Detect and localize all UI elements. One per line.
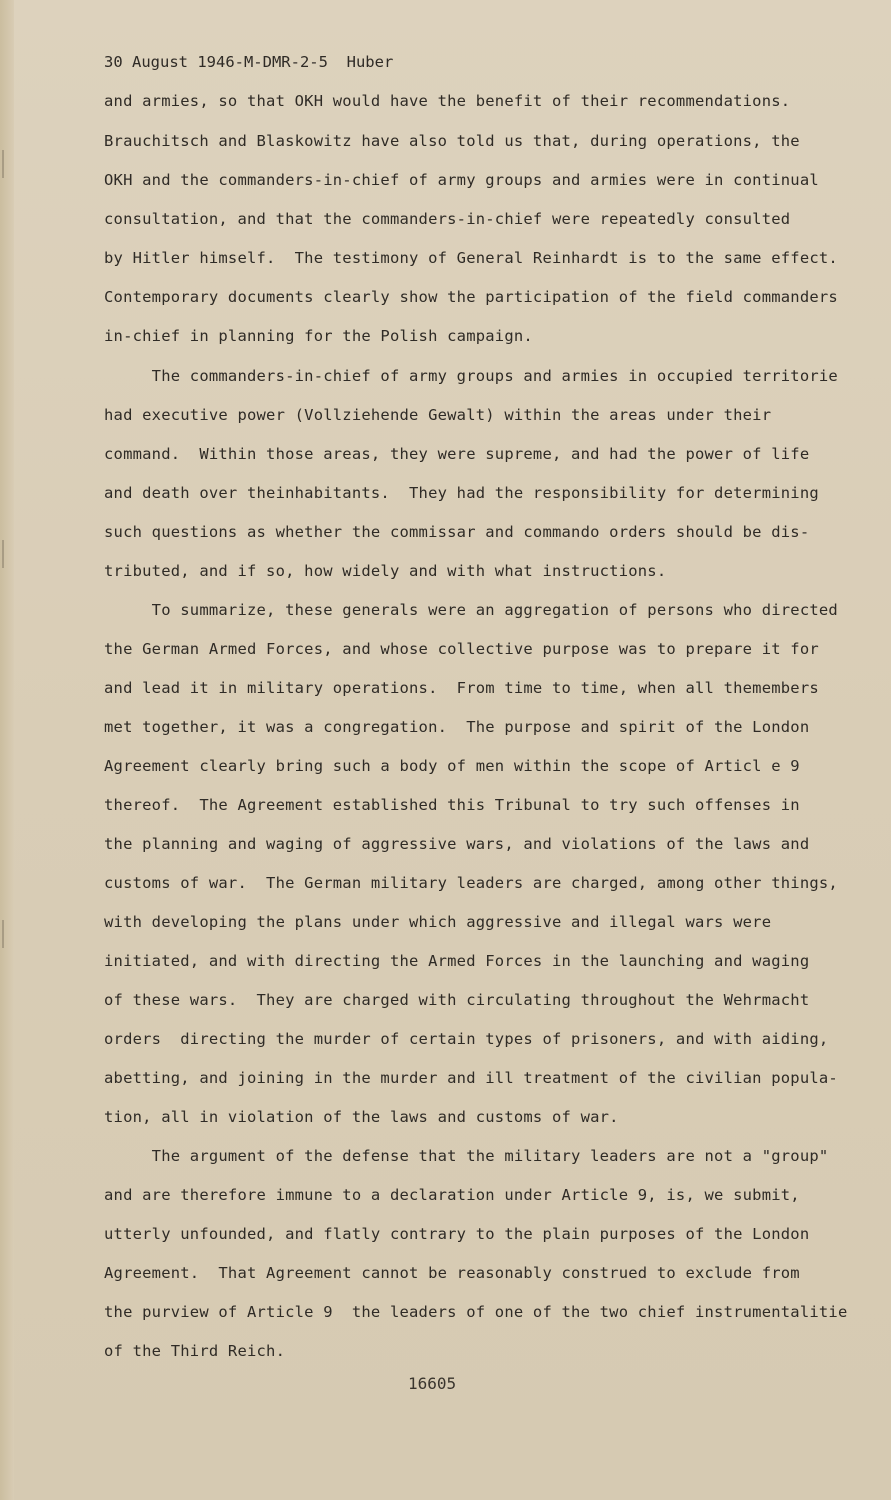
margin-mark (2, 540, 4, 568)
text-line: the planning and waging of aggressive wars, and violations of the laws and (104, 835, 810, 853)
text-line: met together, it was a congregation. The purpose and spirit of the London (104, 718, 810, 736)
text-line: such questions as whether the commissar and commando orders should be dis- (104, 523, 810, 541)
document-header: 30 August 1946-M-DMR-2-5 Huber (104, 53, 394, 71)
text-line: tion, all in violation of the laws and customs of war. (104, 1108, 619, 1126)
margin-mark (2, 150, 4, 178)
text-line: abetting, and joining in the murder and ill treatment of the civilian popula- (104, 1069, 838, 1087)
page-number: 16605 (408, 1374, 457, 1393)
margin-mark (2, 920, 4, 948)
text-line: the German Armed Forces, and whose collective purpose was to prepare it for (104, 640, 819, 658)
text-line: consultation, and that the commanders-in-chief were repeatedly consulted (104, 210, 791, 228)
text-line: had executive power (Vollziehende Gewalt) within the areas under their (104, 406, 772, 424)
text-line: and death over theinhabitants. They had the responsibility for determining (104, 484, 819, 502)
text-line: of these wars. They are charged with circulating throughout the Wehrmacht (104, 991, 810, 1009)
text-line: initiated, and with directing the Armed Forces in the launching and waging (104, 952, 810, 970)
text-line: The commanders-in-chief of army groups and armies in occupied territorie (104, 367, 838, 385)
text-line: orders directing the murder of certain types of prisoners, and with aiding, (104, 1030, 829, 1048)
text-line: Contemporary documents clearly show the participation of the field commanders (104, 288, 838, 306)
text-line: To summarize, these generals were an aggregation of persons who directed (104, 601, 838, 619)
text-line: thereof. The Agreement established this Tribunal to try such offenses in (104, 796, 800, 814)
text-line: Agreement clearly bring such a body of men within the scope of Articl e 9 (104, 757, 800, 775)
text-line: and are therefore immune to a declaration under Article 9, is, we submit, (104, 1186, 800, 1204)
text-line: The argument of the defense that the military leaders are not a "group" (104, 1147, 829, 1165)
text-line: with developing the plans under which aggressive and illegal wars were (104, 913, 772, 931)
text-line: of the Third Reich. (104, 1342, 286, 1360)
text-line: and lead it in military operations. From time to time, when all themembers (104, 679, 819, 697)
text-line: tributed, and if so, how widely and with what instructions. (104, 562, 667, 580)
text-line: by Hitler himself. The testimony of General Reinhardt is to the same effect. (104, 249, 838, 267)
text-line: the purview of Article 9 the leaders of one of the two chief instrumentalitie (104, 1303, 848, 1321)
text-line: in-chief in planning for the Polish campaign. (104, 327, 533, 345)
text-line: command. Within those areas, they were supreme, and had the power of life (104, 445, 810, 463)
page-left-edge (0, 0, 14, 1500)
text-line: Brauchitsch and Blaskowitz have also told us that, during operations, the (104, 132, 800, 150)
text-line: utterly unfounded, and flatly contrary to the plain purposes of the London (104, 1225, 810, 1243)
text-line: and armies, so that OKH would have the benefit of their recommendations. (104, 92, 791, 110)
text-line: Agreement. That Agreement cannot be reasonably construed to exclude from (104, 1264, 800, 1282)
text-line: OKH and the commanders-in-chief of army groups and armies were in continual (104, 171, 819, 189)
text-line: customs of war. The German military leaders are charged, among other things, (104, 874, 838, 892)
